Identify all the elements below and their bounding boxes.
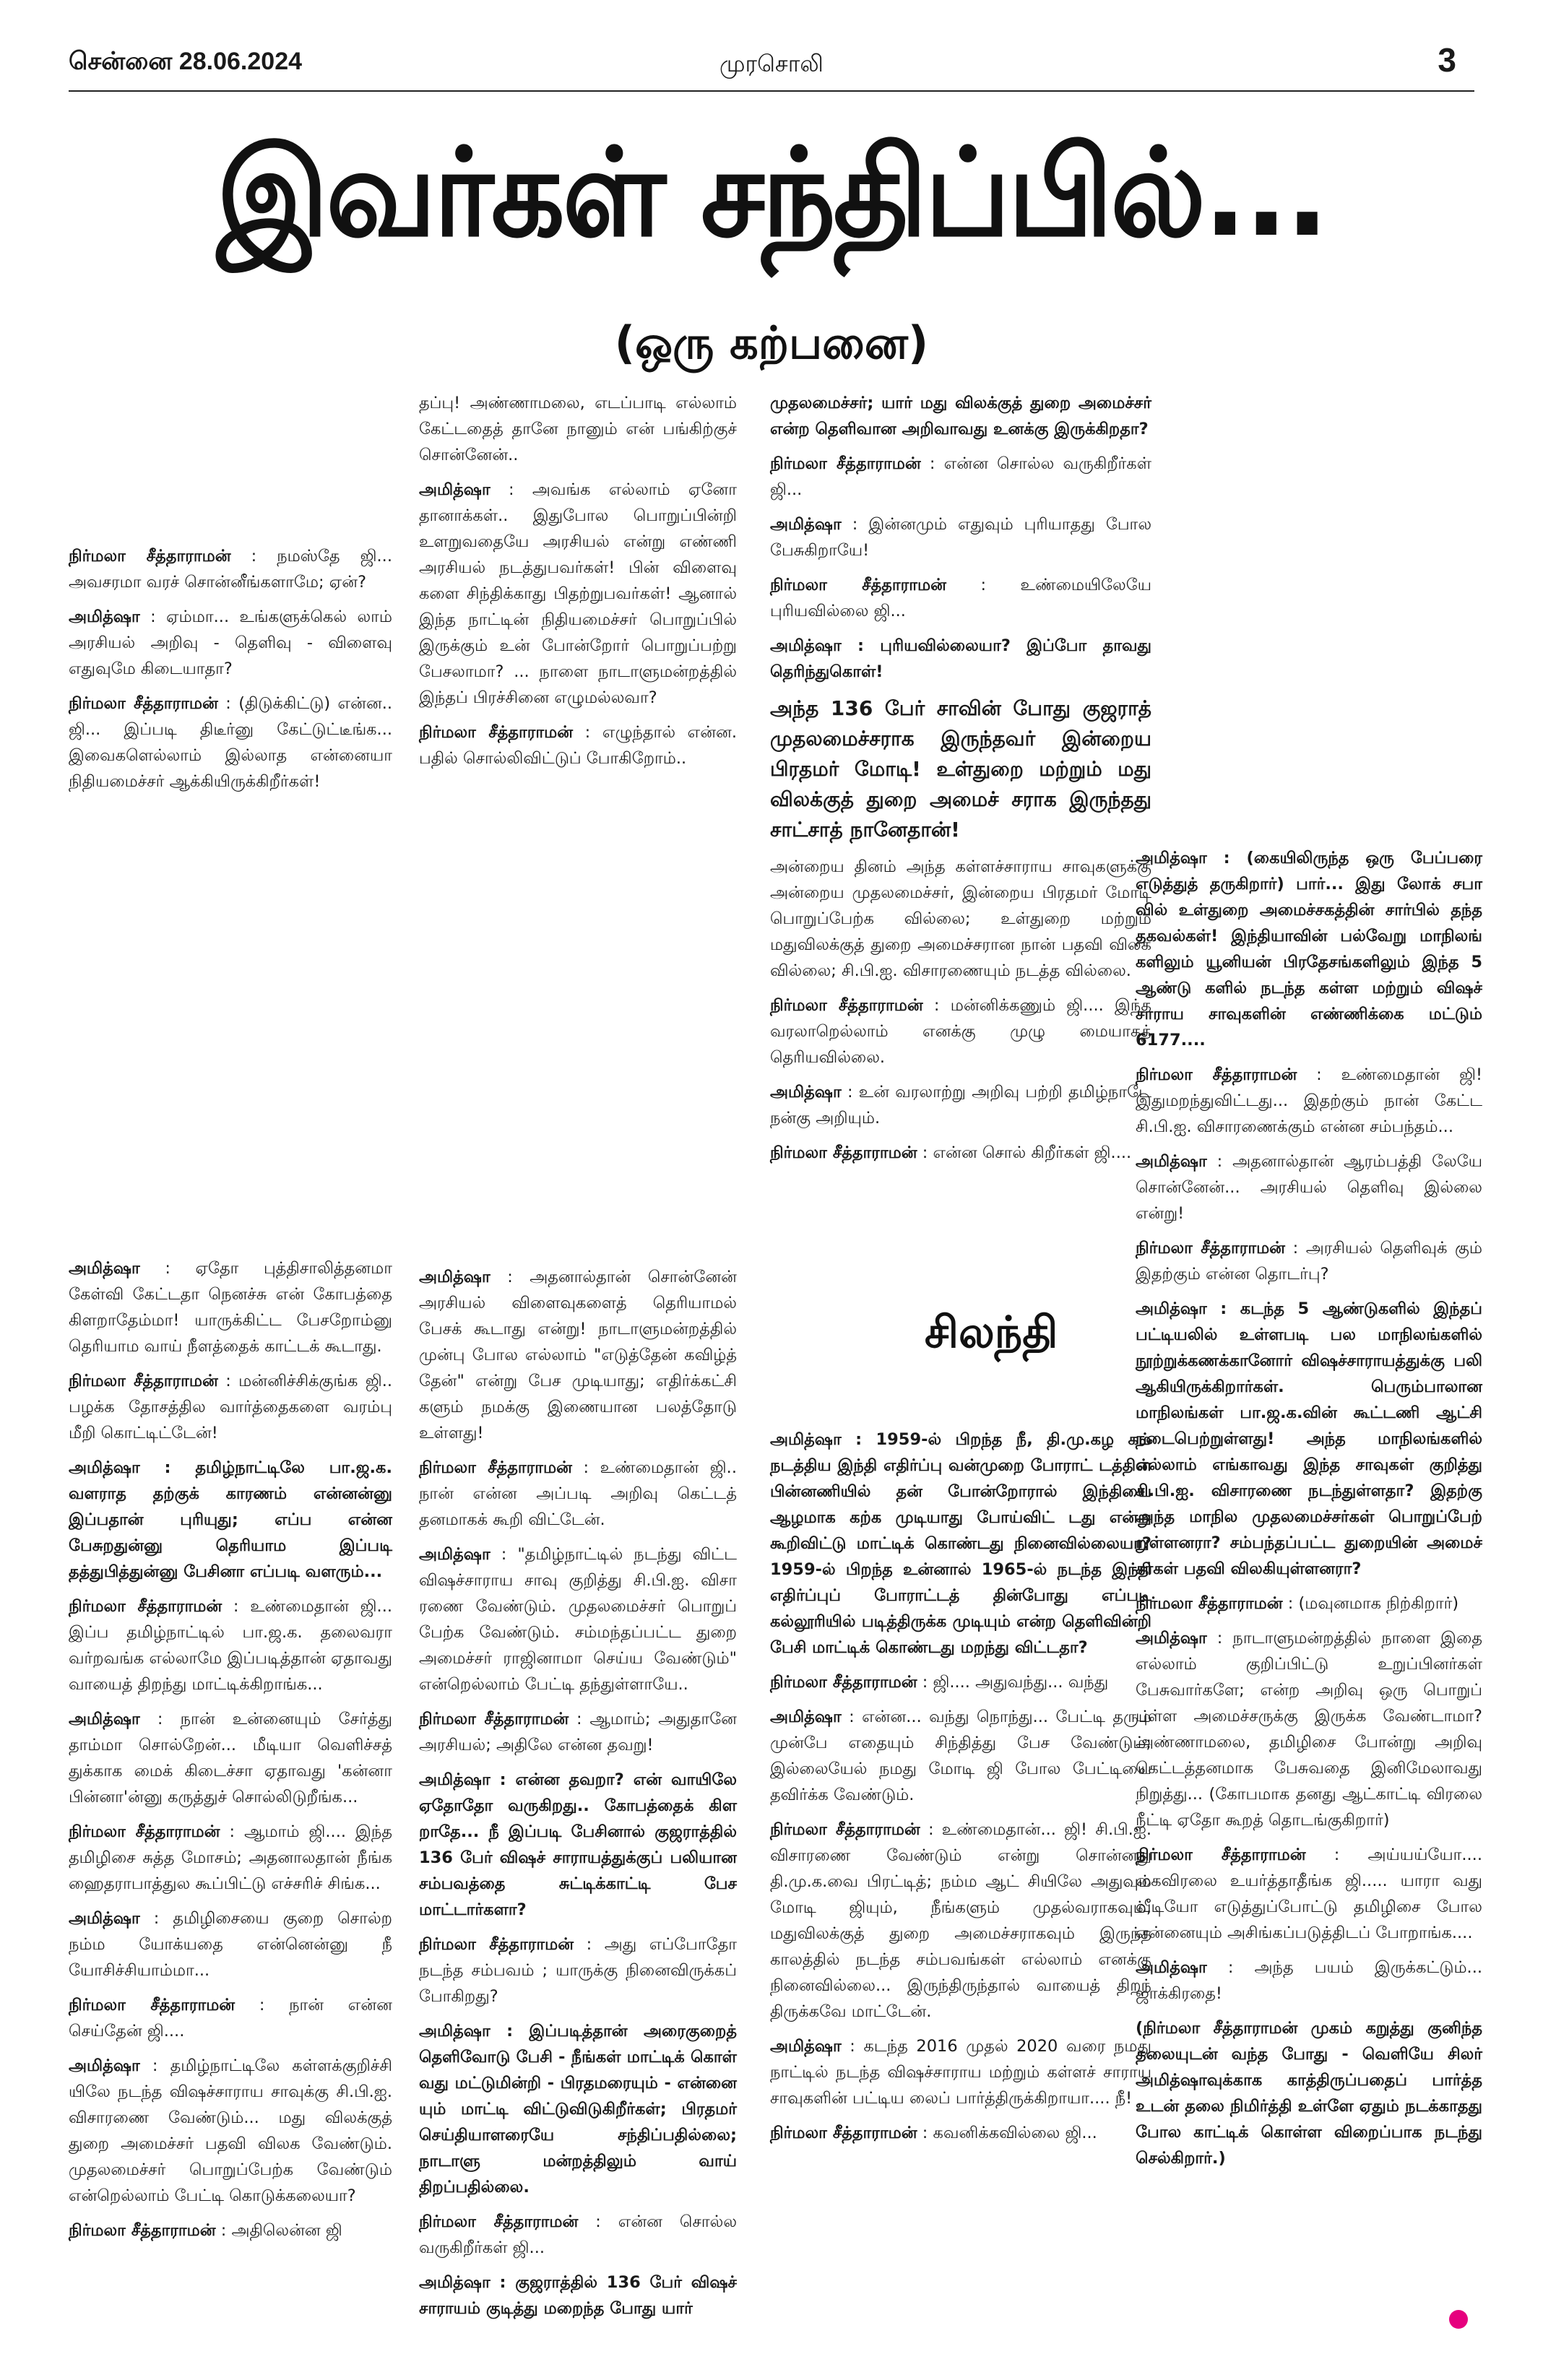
dialogue-paragraph [1136,1148,1482,1226]
speaker-name: அமித்ஷா [770,2037,842,2056]
dialogue-text: : உன் வரலாற்று அறிவு பற்றி தமிழ்நாடே நன்கு அறியும். [770,1083,1151,1128]
dialogue-text: : இப்படித்தான் அரைகுறைத் தெளிவோடு பேசி - நீங்கள் மாட்டிக் கொள் வது மட்டுமின்றி - பிரதமரையும் - என்னை யும் மாட்டி விட்டுவிடுகிறீர்கள்; பிரதமர் செய்தியாளரையே சந்திப்பதில்லை; நாடாளு மன்றத்திலும் வாய் திறப்பதில்லை. [419,2022,737,2197]
dialogue-paragraph [419,2018,737,2200]
speaker-name: நிர்மலா சீத்தாராமன் [1136,1594,1283,1613]
dialogue-paragraph [1136,1842,1482,1946]
dialogue-text: : (திடுக்கிட்டு) என்ன.. ஜி... இப்படி திடீர்னு கேட்டுட்டீங்க... இவைகளெல்லாம் இல்லாத என்னையா நிதியமைச்சர் ஆக்கியிருக்கிறீர்கள்! [69,694,392,791]
column-3-top [770,390,1151,1174]
dialogue-text: : உண்மைதான் ஜி.. நான் என்ன அப்படி அறிவு கெட்டத் தனமாகக் கூறி விட்டேன். [419,1458,737,1529]
dialogue-paragraph [1136,1235,1482,1287]
header-date: சென்னை 28.06.2024 [69,48,303,75]
dialogue-text: : மன்னிக்கணும் ஜி.... இந்த வரலாறெல்லாம் எனக்கு முழு மையாகத் தெரியவில்லை. [770,996,1152,1067]
dialogue-paragraph [770,1817,1151,2025]
dialogue-text: : என்ன சொல்ல வருகிறீர்கள் ஜி... [770,454,1152,499]
dialogue-paragraph [69,1593,392,1697]
dialogue-paragraph [419,1541,737,1697]
dialogue-paragraph [419,477,737,711]
speaker-name: நிர்மலா சீத்தாராமன் [770,1820,920,1839]
dialogue-paragraph [1136,1955,1482,2007]
dialogue-text: தப்பு! அண்ணாமலை, எடப்பாடி எல்லாம் கேட்டதைத் தானே நானும் என் பங்கிற்குச் சொன்னேன்.. [419,394,737,464]
dialogue-paragraph [419,1455,737,1533]
speaker-name: நிர்மலா சீத்தாராமன் [69,1372,218,1390]
dialogue-paragraph [770,1704,1151,1808]
speaker-name: அமித்ஷா [69,1458,140,1477]
dialogue-paragraph [69,1992,392,2044]
speaker-name: நிர்மலா சீத்தாராமன் [770,454,921,473]
dialogue-text: : கடந்த 5 ஆண்டுகளில் இந்தப் பட்டியலில் உள்ளபடி பல மாநிலங்களில் நூற்றுக்கணக்கானோர் விஷச்சாராயத்துக்கு பலி ஆகியிருக்கிறார்கள். பெரும்பாலான மாநிலங்கள் பா.ஜ.க.வின் கூட்டணி ஆட்சி நடைபெற்றுள்ளது! அந்த மாநிலங்களில் எல்லாம் எங்காவது இந்த சாவுகள் குறித்து சி.பி.ஐ. விசாரணை நடந்துள்ளதா? இதற்கு அந்த மாநில முதலமைச்சர்கள் பொறுப்பேற் றுள்ளனரா? சம்பந்தப்பட்ட துறையின் அமைச் சர்கள் பதவி விலகியுள்ளனரா? [1136,1299,1482,1578]
dialogue-text: : உண்மைதான் ஜி... இப்ப தமிழ்நாட்டில் பா.ஜ.க. தலைவரா வர்றவங்க எல்லாமே இப்படித்தான் ஏதாவது வாயைத் திறந்து மாட்டிக்கிறாங்க... [69,1597,392,1694]
masthead: முரசொலி [719,51,824,77]
dialogue-paragraph [770,854,1151,984]
dialogue-paragraph [770,693,1151,845]
dialogue-paragraph [770,2033,1151,2111]
dialogue-text: : உண்மைதான் ஜி! இதுமறந்துவிட்டது... இதற்கும் நான் கேட்ட சி.பி.ஐ. விசாரணைக்கும் என்ன சம்பந்தம்... [1136,1065,1482,1136]
speaker-name: நிர்மலா சீத்தாராமன் [419,1710,569,1728]
dialogue-paragraph [419,2269,737,2321]
dialogue-paragraph [69,1455,392,1585]
byline: சிலந்தி [925,1307,1058,1358]
dialogue-text: : (கையிலிருந்த ஒரு பேப்பரை எடுத்துத் தருகிறார்) பார்... இது லோக் சபா வில் உள்துறை அமைச்சகத்தின் சார்பில் தந்த தகவல்கள்! இந்தியாவின் பல்வேறு மாநிலங் களிலும் யூனியன் பிரதேசங்களிலும் இந்த 5 ஆண்டு களில் நடந்த கள்ள மற்றும் விஷச் சாராய சாவுகளின் எண்ணிக்கை மட்டும் 6177.... [1136,849,1482,1050]
page-marker-dot [1449,2310,1468,2329]
speaker-name: நிர்மலா சீத்தாராமன் [770,1673,917,1692]
dialogue-paragraph [69,691,392,795]
dialogue-paragraph [419,390,737,468]
dialogue-text: : அதனால்தான் சொன்னேன் அரசியல் விளைவுகளைத் தெரியாமல் பேசக் கூடாது என்று! நாடாளுமன்றத்தில் முன்பு போல எல்லாம் "எடுத்தேன் கவிழ்த் தேன்" என்று பேச முடியாது; எதிர்க்கட்சி களும் நமக்கு இணையான பலத்தோடு உள்ளது! [419,1268,737,1442]
dialogue-paragraph [69,1368,392,1446]
dialogue-paragraph [69,1905,392,1983]
dialogue-paragraph [770,511,1151,563]
speaker-name: அமித்ஷா [419,1545,490,1564]
speaker-name: நிர்மலா சீத்தாராமன் [1136,1845,1306,1864]
speaker-name: நிர்மலா சீத்தாராமன் [419,1935,574,1954]
dialogue-paragraph [1136,1062,1482,1140]
dialogue-text: : 1959-ல் பிறந்த நீ, தி.மு.கழ கம் நடத்திய இந்தி எதிர்ப்பு வன்முறை போராட் டத்தின் பின்னணியில் தன் போன்றோரால் இந்தியை ஆழமாக கற்க முடியாது போய்விட் டது என்று கூறிவிட்டு மாட்டிக் கொண்டது நினைவில்லையா? 1959-ல் பிறந்த உன்னால் 1965-ல் நடந்த இந்தி எதிர்ப்புப் போராட்டத் தின்போது எப்படி கல்லூரியில் படித்திருக்க முடியும் என்ற தெளிவின்றி பேசி மாட்டிக் கொண்டது மறந்து விட்டதா? [770,1430,1151,1657]
dialogue-paragraph [770,572,1151,624]
dialogue-text: : அதிலென்ன ஜி [215,2221,342,2240]
speaker-name: நிர்மலா சீத்தாராமன் [770,1143,917,1162]
dialogue-paragraph [1136,1591,1482,1617]
page-number: 3 [1438,41,1456,79]
dialogue-paragraph [770,2120,1151,2146]
speaker-name: நிர்மலா சீத்தாராமன் [1136,1065,1297,1084]
dialogue-text: : தமிழ்நாட்டிலே பா.ஜ.க. வளராத தற்குக் காரணம் என்னன்னு இப்பதான் புரியுது; எப்ப என்ன பேசுறதுன்னு தெரியாம இப்படி தத்துபித்துன்னு பேசினா எப்படி வளரும்... [69,1458,392,1581]
subheadline: (ஒரு கற்பனை) [614,316,929,369]
column-1-top [69,543,392,803]
speaker-name: அமித்ஷா [69,1710,140,1728]
dialogue-text: : மன்னிச்சிக்குங்க ஜி.. பழக்க தோசத்தில வார்த்தைகளை வரம்பு மீறி கொட்டிட்டேன்! [69,1372,393,1442]
dialogue-paragraph [419,1931,737,2009]
dialogue-paragraph [1136,845,1482,1053]
dialogue-text: : ஆமாம்; அதுதானே அரசியல்; அதிலே என்ன தவறு! [419,1710,737,1754]
dialogue-text: : உண்மையிலேயே புரியவில்லை ஜி... [770,576,1151,620]
column-4-top [1136,845,1482,2180]
dialogue-paragraph [770,1079,1151,1131]
speaker-name: அமித்ஷா [1136,849,1207,867]
speaker-name: அமித்ஷா [69,1909,140,1928]
speaker-name: அமித்ஷா [770,1430,842,1449]
dialogue-text: : அவங்க எல்லாம் ஏனோ தானாக்கள்.. இதுபோல பொறுப்பின்றி உளறுவதையே அரசியல் என்று எண்ணி அரசியல் நடத்துபவர்கள்! பின் விளைவு களை சிந்திக்காது பிதற்றுபவர்கள்! ஆனால் இந்த நாட்டின் நிதியமைச்சர் பொறுப்பில் இருக்கும் உன் போன்றோர் பொறுப்பற்று பேசலாமா? ... நாளை நாடாளுமன்றத்தில் இந்தப் பிரச்சினை எழுமல்லவா? [419,480,737,707]
dialogue-text: : என்ன... வந்து நொந்து... பேட்டி தரும் முன்பே எதையும் சிந்தித்து பேச வேண்டும்; இல்லையேல் நமது மோடி ஜி போல பேட்டியை தவிர்க்க வேண்டும். [770,1708,1151,1804]
dialogue-paragraph [770,1427,1151,1661]
speaker-name: அமித்ஷா [770,1083,842,1102]
dialogue-text: : என்ன சொல்ல வருகிறீர்கள் ஜி... [419,2212,738,2257]
dialogue-paragraph [69,2053,392,2209]
dialogue-text: : நாடாளுமன்றத்தில் நாளை இதை எல்லாம் குறிப்பிட்டு உறுப்பினர்கள் பேசுவார்களே; என்ற அறிவு ஒரு பொறுப் புள்ள அமைச்சருக்கு இருக்க வேண்டாமா? அண்ணாமலை, தமிழிசை போன்று அறிவு கெட்டத்தனமாக பேசுவதை இனிமேலாவது நிறுத்து... (கோபமாக தனது ஆட்காட்டி விரலை நீட்டி ஏதோ கூறத் தொடங்குகிறார்) [1136,1629,1482,1830]
dialogue-text: : அதனால்தான் ஆரம்பத்தி லேயே சொன்னேன்... அரசியல் தெளிவு இல்லை என்று! [1136,1152,1482,1223]
speaker-name: அமித்ஷா [419,480,490,499]
speaker-name: நிர்மலா சீத்தாராமன் [770,996,923,1015]
speaker-name: நிர்மலா சீத்தாராமன் [69,1996,235,2015]
header-rule [69,90,1474,92]
speaker-name: நிர்மலா சீத்தாராமன் [69,1822,220,1841]
column-2-top [419,390,737,780]
dialogue-paragraph [1136,1625,1482,1833]
speaker-name: அமித்ஷா [419,2022,490,2041]
speaker-name: நிர்மலா சீத்தாராமன் [419,1458,572,1477]
headline: இவர்கள் சந்திப்பில்... [216,122,1327,264]
dialogue-text: : அய்யய்யோ.... கைவிரலை உயர்த்தாதீங்க ஜி..... யாரா வது வீடியோ எடுத்துப்போட்டு தமிழிசை போல என்னையும் அசிங்கப்படுத்திடப் போறாங்க.... [1136,1845,1482,1942]
speaker-name: நிர்மலா சீத்தாராமன் [1136,1239,1286,1258]
dialogue-text: : என்ன தவறா? என் வாயிலே ஏதோதோ வருகிறது.. கோபத்தைக் கிள றாதே... நீ இப்படி பேசினால் குஜராத்தில் 136 பேர் விஷச் சாராயத்துக்குப் பலியான சம்பவத்தை சுட்டிக்காட்டி பேச மாட்டார்களா? [419,1770,737,1919]
dialogue-text: : குஜராத்தில் 136 பேர் விஷச் சாராயம் குடித்து மறைந்த போது யார் [419,2273,737,2318]
speaker-name: நிர்மலா சீத்தாராமன் [69,2221,216,2240]
dialogue-text: : நான் உன்னையும் சேர்த்து தாம்மா சொல்றேன்... மீடியா வெளிச்சத் துக்காக மைக் கிடைச்சா ஏதாவது 'கன்னா பின்னா'ன்னு கருத்துச் சொல்லிடுறீங்க... [69,1710,392,1806]
speaker-name: நிர்மலா சீத்தாராமன் [770,2124,917,2142]
speaker-name: நிர்மலா சீத்தாராமன் [69,694,218,713]
dialogue-text: : அது எப்போதோ நடந்த சம்பவம் ; யாருக்கு நினைவிருக்கப் போகிறது? [419,1935,737,2006]
speaker-name: அமித்ஷா [419,2273,490,2292]
speaker-name: அமித்ஷா [770,515,842,534]
dialogue-text: : அரசியல் தெளிவுக் கும் இதற்கும் என்ன தொடர்பு? [1136,1239,1483,1284]
dialogue-paragraph [69,1255,392,1359]
column-3-bottom [770,1427,1151,2155]
dialogue-text: : நான் என்ன செய்தேன் ஜி.... [69,1996,392,2041]
dialogue-text: : ஏம்மா... உங்களுக்கெல் லாம் அரசியல் அறிவு - தெளிவு - விளைவு எதுவுமே கிடையாதா? [69,607,392,678]
dialogue-paragraph [770,390,1151,442]
dialogue-text: : "தமிழ்நாட்டில் நடந்து விட்ட விஷச்சாராய சாவு குறித்து சி.பி.ஐ. விசா ரணை வேண்டும். முதலமைச்சர் பொறுப் பேற்க வேண்டும். சம்மந்தப்பட்ட துறை அமைச்சர் ராஜினாமா செய்ய வேண்டும்" என்றெல்லாம் பேட்டி தந்துள்ளாயே.. [419,1545,737,1694]
dialogue-text: : உண்மைதான்... ஜி! சி.பி.ஐ. விசாரணை வேண்டும் என்று சொன்னது தி.மு.க.வை பிரட்டித்; நம்ம ஆட் சியிலே அதுவும் மோடி ஜியும், நீங்களும் முதல்வராகவும், மதுவிலக்குத் துறை அமைச்சராகவும் இருந்த காலத்தில் நடந்த சம்பவங்கள் எல்லாம் எனக்கு நினைவில்லை... இருந்திருந்தால் வாயைத் திறந் திருக்கவே மாட்டேன். [770,1820,1151,2021]
column-2-bottom [419,1264,737,2330]
dialogue-paragraph [69,1819,392,1897]
dialogue-text: (நிர்மலா சீத்தாராமன் முகம் கறுத்து குனிந்த தலையுடன் வந்த போது - வெளியே சிலர் அமித்ஷாவுக்காக காத்திருப்பதைப் பார்த்த உடன் தலை நிமிர்த்தி உள்ளே ஏதும் நடக்காதது போல காட்டிக் கொள்ள விறைப்பாக நடந்து செல்கிறார்.) [1136,2019,1482,2168]
dialogue-text: : அந்த பயம் இருக்கட்டும்... ஜாக்கிரதை! [1136,1958,1482,2003]
dialogue-text: : நமஸ்தே ஜி... அவசரமா வரச் சொன்னீங்களாமே; ஏன்? [69,547,392,592]
speaker-name: அமித்ஷா [419,1770,490,1789]
speaker-name: அமித்ஷா [1136,1299,1207,1318]
dialogue-text: அந்த 136 பேர் சாவின் போது குஜராத் முதலமைச்சராக இருந்தவர் இன்றைய பிரதமர் மோடி! உள்துறை மற்றும் மது விலக்குத் துறை அமைச் சராக இருந்தது சாட்சாத் நானேதான்! [770,696,1151,841]
dialogue-text: : ஆமாம் ஜி.... இந்த தமிழிசை சுத்த மோசம்; அதனாலதான் நீங்க ஹைதராபாத்துல கூப்பிட்டு எச்சரிச் சிங்க... [69,1822,392,1893]
dialogue-text: : என்ன சொல் கிறீர்கள் ஜி.... [917,1143,1132,1162]
dialogue-paragraph [419,719,737,771]
dialogue-paragraph [770,633,1151,685]
dialogue-paragraph [770,1669,1151,1695]
speaker-name: அமித்ஷா [69,2056,140,2075]
dialogue-paragraph [69,543,392,595]
dialogue-paragraph [770,992,1151,1070]
dialogue-text: : தமிழ்நாட்டிலே கள்ளக்குறிச்சி யிலே நடந்த விஷச்சாராய சாவுக்கு சி.பி.ஐ. விசாரணை வேண்டும்... மது விலக்குத் துறை அமைச்சர் பதவி விலக வேண்டும். முதலமைச்சர் பொறுப்பேற்க வேண்டும் என்றெல்லாம் பேட்டி கொடுக்கலையா? [69,2056,392,2205]
speaker-name: நிர்மலா சீத்தாராமன் [69,1597,222,1616]
dialogue-paragraph [419,1264,737,1446]
dialogue-paragraph [69,604,392,682]
dialogue-paragraph [770,1140,1151,1166]
dialogue-text: அன்றைய தினம் அந்த கள்ளச்சாராய சாவுகளுக்கு அன்றைய முதலமைச்சர், இன்றைய பிரதமர் மோடி பொறுப்பேற்க வில்லை; உள்துறை மற்றும் மதுவிலக்குத் துறை அமைச்சரான நான் பதவி விலக வில்லை; சி.பி.ஐ. விசாரணையும் நடத்த வில்லை. [770,857,1151,980]
speaker-name: அமித்ஷா [770,636,842,655]
column-1-bottom [69,1255,392,2252]
speaker-name: நிர்மலா சீத்தாராமன் [419,2212,579,2231]
dialogue-text: : ஜி.... அதுவந்து... வந்து [917,1673,1109,1692]
dialogue-paragraph [419,1767,737,1923]
dialogue-text: : தமிழிசையை குறை சொல்ற நம்ம யோக்யதை என்னென்னு நீ யோசிச்சியாம்மா... [69,1909,392,1980]
dialogue-text: : (மவுனமாக நிற்கிறார்) [1282,1594,1459,1613]
dialogue-paragraph [1136,2015,1482,2171]
dialogue-paragraph [69,2217,392,2243]
dialogue-text: : புரியவில்லையா? இப்போ தாவது தெரிந்துகொள்! [770,636,1151,681]
dialogue-text: முதலமைச்சர்; யார் மது விலக்குத் துறை அமைச்சர் என்ற தெளிவான அறிவாவது உனக்கு இருக்கிறதா? [770,394,1151,438]
speaker-name: அமித்ஷா [1136,1958,1207,1977]
dialogue-paragraph [69,1706,392,1810]
speaker-name: நிர்மலா சீத்தாராமன் [69,547,231,566]
speaker-name: அமித்ஷா [69,1259,140,1278]
dialogue-paragraph [419,1706,737,1758]
speaker-name: அமித்ஷா [69,607,140,626]
dialogue-text: : எழுந்தால் என்ன. பதில் சொல்லிவிட்டுப் போகிறோம்.. [419,723,737,768]
dialogue-paragraph [770,451,1151,503]
speaker-name: அமித்ஷா [1136,1152,1207,1171]
speaker-name: அமித்ஷா [1136,1629,1207,1648]
dialogue-text: : ஏதோ புத்திசாலித்தனமா கேள்வி கேட்டதா நெனச்சு என் கோபத்தை கிளறாதேம்மா! யாருக்கிட்ட பேசறோம்னு தெரியாம வாய் நீளத்தைக் காட்டக் கூடாது. [69,1259,392,1356]
dialogue-text: : கவனிக்கவில்லை ஜி... [917,2124,1097,2142]
dialogue-paragraph [419,2209,737,2261]
speaker-name: அமித்ஷா [770,1708,842,1726]
speaker-name: நிர்மலா சீத்தாராமன் [419,723,574,742]
dialogue-text: : கடந்த 2016 முதல் 2020 வரை நமது நாட்டில் நடந்த விஷச்சாராய மற்றும் கள்ளச் சாராய சாவுகளின் பட்டிய லைப் பார்த்திருக்கிறாயா.... நீ! [770,2037,1151,2108]
dialogue-paragraph [1136,1296,1482,1582]
speaker-name: அமித்ஷா [419,1268,490,1286]
speaker-name: நிர்மலா சீத்தாராமன் [770,576,946,594]
dialogue-text: : இன்னமும் எதுவும் புரியாதது போல பேசுகிறாயே! [770,515,1151,560]
